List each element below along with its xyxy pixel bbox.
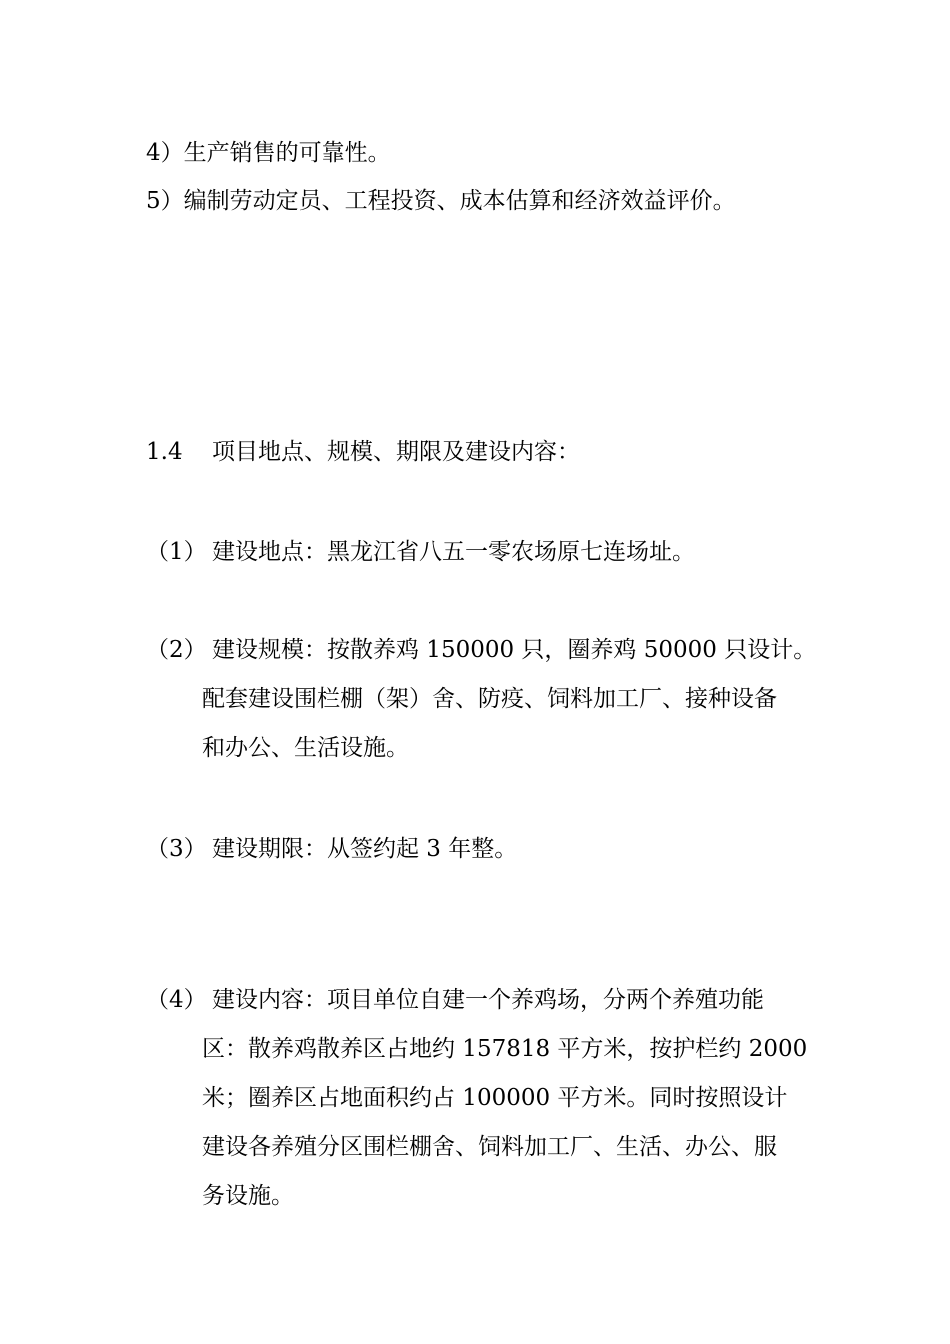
paragraph-4-marker: （4） xyxy=(146,987,207,1013)
paragraph-4-line-3: 米；圈养区占地面积约占 100000 平方米。同时按照设计 xyxy=(202,1085,788,1111)
paragraph-3-marker: （3） xyxy=(146,836,207,862)
paragraph-1-line-1: 建设地点：黑龙江省八五一零农场原七连场址。 xyxy=(212,539,695,565)
paragraph-4-line-1: 建设内容：项目单位自建一个养鸡场，分两个养殖功能 xyxy=(212,987,764,1013)
section-number: 1.4 xyxy=(146,439,183,465)
list-item-4: 4）生产销售的可靠性。 xyxy=(146,140,391,166)
paragraph-4-line-5: 务设施。 xyxy=(202,1183,294,1209)
paragraph-3-line-1: 建设期限：从签约起 3 年整。 xyxy=(212,836,518,862)
list-item-5: 5）编制劳动定员、工程投资、成本估算和经济效益评价。 xyxy=(146,188,736,214)
paragraph-2-marker: （2） xyxy=(146,637,207,663)
paragraph-1-marker: （1） xyxy=(146,539,207,565)
paragraph-2-line-2: 配套建设围栏棚（架）舍、防疫、饲料加工厂、接种设备 xyxy=(202,686,777,712)
section-title: 项目地点、规模、期限及建设内容： xyxy=(212,439,580,465)
paragraph-2-line-3: 和办公、生活设施。 xyxy=(202,735,409,761)
paragraph-4-line-4: 建设各养殖分区围栏棚舍、饲料加工厂、生活、办公、服 xyxy=(202,1134,777,1160)
paragraph-4-line-2: 区：散养鸡散养区占地约 157818 平方米，按护栏约 2000 xyxy=(202,1036,808,1062)
paragraph-2-line-1: 建设规模：按散养鸡 150000 只，圈养鸡 50000 只设计。 xyxy=(212,637,817,663)
